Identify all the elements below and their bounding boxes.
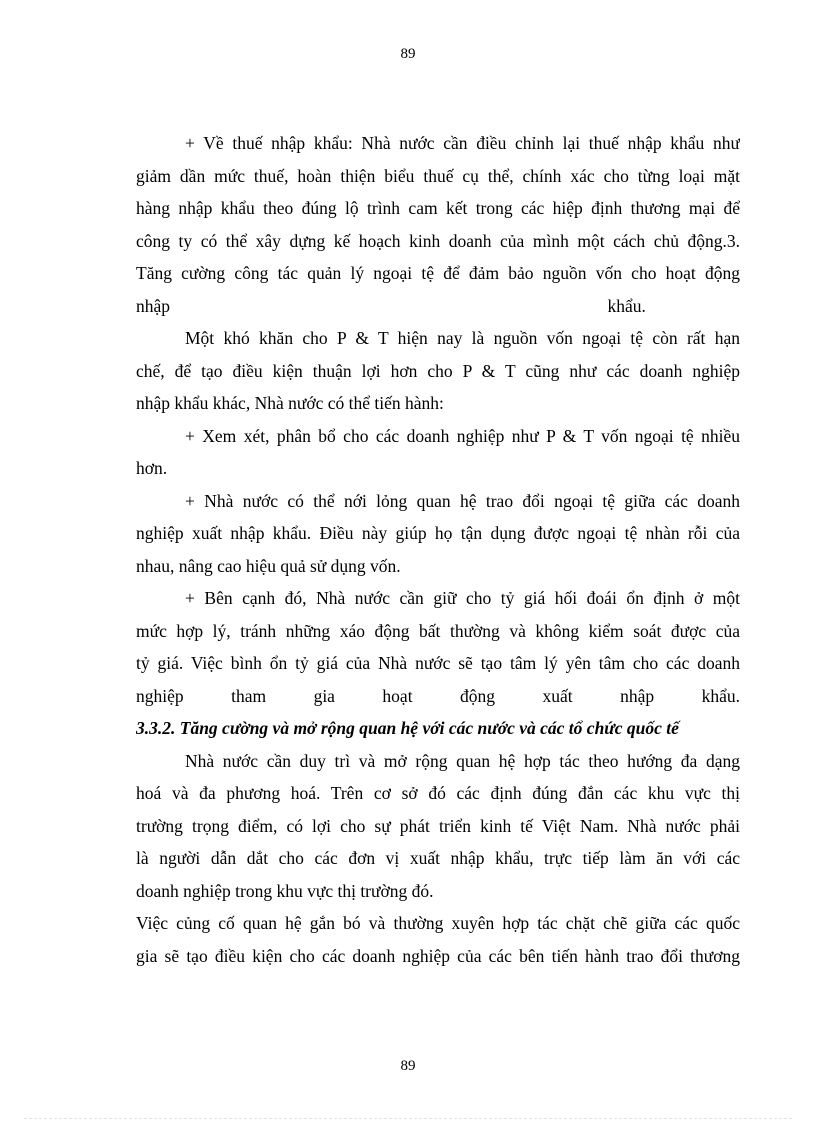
text-line: nghiệp tham gia hoạt động xuất nhập khẩu. [136,685,740,706]
page-bottom-divider [24,1118,792,1119]
page-number-bottom: 89 [400,1058,416,1074]
body-text [136,127,740,972]
text-line: gia sẽ tạo điều kiện cho các doanh nghiệp của các bên tiến hành trao đổi thương [136,945,740,966]
text-line: tỷ giá. Việc bình ổn tỷ giá của Nhà nước sẽ tạo tâm lý yên tâm cho các doanh [136,653,740,673]
text-line: Nhà nước cần duy trì và mở rộng quan hệ hợp tác theo hướng đa dạng [185,750,740,771]
text-line: Một khó khăn cho P & T hiện nay là nguồn vốn ngoại tệ còn rất hạn [185,328,740,348]
text-line: + Về thuế nhập khẩu: Nhà nước cần điều chỉnh lại thuế nhập khẩu như [185,133,740,153]
text-line: + Bên cạnh đó, Nhà nước cần giữ cho tỷ giá hối đoái ổn định ở một [185,588,740,608]
text-line: Việc củng cố quan hệ gắn bó và thường xuyên hợp tác chặt chẽ giữa các quốc [136,913,740,933]
text-line: nghiệp xuất nhập khẩu. Điều này giúp họ tận dụng được ngoại tệ nhàn rỗi của [136,523,740,543]
text-line: mức hợp lý, tránh những xáo động bất thường và không kiểm soát được của [136,620,740,641]
text-line: chế, để tạo điều kiện thuận lợi hơn cho P & T cũng như các doanh nghiệp [136,360,740,381]
text-line: hoá và đa phương hoá. Trên cơ sở đó các định đúng đắn các khu vực thị [136,783,740,803]
page-number-top: 89 [400,46,416,62]
text-line: nhau, nâng cao hiệu quả sử dụng vốn. [136,555,401,576]
text-line: giảm dần mức thuế, hoàn thiện biểu thuế cụ thể, chính xác cho từng loại mặt [136,165,740,186]
text-line: hàng nhập khẩu theo đúng lộ trình cam kết trong các hiệp định thương mại để [136,198,740,218]
section-heading: 3.3.2. Tăng cường và mở rộng quan hệ với các nước và các tổ chức quốc tế [136,718,679,738]
text-line: + Nhà nước có thể nới lỏng quan hệ trao đổi ngoại tệ giữa các doanh [185,490,740,511]
text-line: công ty có thể xây dựng kế hoạch kinh doanh của mình một cách chủ động.3. [136,230,740,251]
text-line: nhập khẩu. [136,295,646,316]
text-line: doanh nghiệp trong khu vực thị trường đó. [136,880,434,901]
text-line: là người dẫn dắt cho các đơn vị xuất nhập khẩu, trực tiếp làm ăn với các [136,848,740,868]
text-line: + Xem xét, phân bổ cho các doanh nghiệp như P & T vốn ngoại tệ nhiều [185,425,740,446]
text-line: hơn. [136,458,168,478]
text-line: nhập khẩu khác, Nhà nước có thể tiến hành: [136,393,444,413]
text-line: Tăng cường công tác quản lý ngoại tệ để đảm bảo nguồn vốn cho hoạt động [136,263,740,283]
text-line: trường trọng điểm, có lợi cho sự phát triển kinh tế Việt Nam. Nhà nước phải [136,815,740,836]
